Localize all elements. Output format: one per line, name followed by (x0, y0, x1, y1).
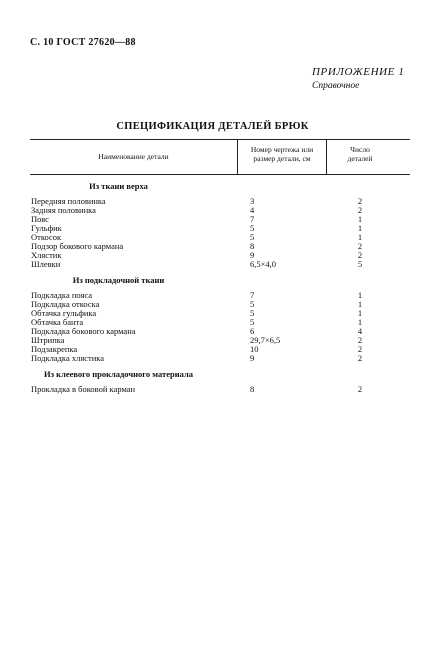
part-name: Пояс (31, 214, 49, 224)
part-count: 2 (357, 250, 363, 260)
part-name: Передняя половинка (31, 196, 106, 206)
table-row (0, 260, 425, 269)
table-column-divider (237, 139, 238, 174)
drawing-number: 7 (250, 214, 255, 224)
part-count: 2 (357, 196, 363, 206)
part-name: Задняя половинка (31, 205, 96, 215)
table-row (0, 385, 425, 394)
table-header-rule (30, 174, 410, 175)
column-header-drawing: Номер чертежа или размер детали, см (250, 145, 314, 163)
part-name: Подзакрепка (31, 344, 78, 354)
section-title: Из клеевого прокладочного материала (44, 369, 193, 379)
drawing-number: 5 (250, 232, 255, 242)
part-count: 2 (357, 384, 363, 394)
part-name: Подзор бокового кармана (31, 241, 124, 251)
part-count: 2 (357, 335, 363, 345)
column-header-count: Число деталей (347, 145, 373, 163)
part-count: 2 (357, 344, 363, 354)
table-row (0, 354, 425, 363)
part-count: 4 (357, 326, 363, 336)
drawing-number: 5 (250, 223, 255, 233)
part-count: 2 (357, 205, 363, 215)
drawing-number: 29,7×6,5 (250, 335, 281, 345)
part-count: 5 (357, 259, 363, 269)
drawing-number: 5 (250, 317, 255, 327)
part-count: 1 (357, 290, 363, 300)
part-name: Штрипка (31, 335, 65, 345)
drawing-number: 3 (250, 196, 255, 206)
drawing-number: 7 (250, 290, 255, 300)
part-name: Подкладка хлястика (31, 353, 105, 363)
part-name: Прокладка в боковой карман (31, 384, 136, 394)
drawing-number: 10 (250, 344, 259, 354)
part-count: 1 (357, 299, 363, 309)
section-title: Из подкладочной ткани (72, 275, 165, 285)
table-column-divider (326, 139, 327, 174)
part-name: Обтачка гульфика (31, 308, 97, 318)
drawing-number: 8 (250, 241, 255, 251)
part-name: Хлястик (31, 250, 62, 260)
drawing-number: 9 (250, 353, 255, 363)
column-header-name: Наименование детали (98, 152, 169, 161)
document-title: СПЕЦИФИКАЦИЯ ДЕТАЛЕЙ БРЮК (116, 121, 309, 132)
part-name: Откосок (31, 232, 62, 242)
part-count: 1 (357, 223, 363, 233)
part-name: Обтачка банта (31, 317, 84, 327)
drawing-number: 5 (250, 299, 255, 309)
part-count: 2 (357, 241, 363, 251)
part-name: Подкладка откоска (31, 299, 100, 309)
part-count: 1 (357, 308, 363, 318)
drawing-number: 9 (250, 250, 255, 260)
part-count: 1 (357, 317, 363, 327)
appendix-label: ПРИЛОЖЕНИЕ 1 (312, 66, 405, 78)
part-name: Шлевки (31, 259, 61, 269)
drawing-number: 6 (250, 326, 255, 336)
section-title: Из ткани верха (89, 181, 148, 191)
part-name: Подкладка бокового кармана (31, 326, 136, 336)
page-header: С. 10 ГОСТ 27620—88 (30, 37, 136, 48)
part-name: Гульфик (31, 223, 62, 233)
part-count: 1 (357, 232, 363, 242)
appendix-note: Справочное (312, 81, 360, 91)
drawing-number: 4 (250, 205, 255, 215)
part-count: 1 (357, 214, 363, 224)
part-count: 2 (357, 353, 363, 363)
table-top-rule (30, 139, 410, 140)
drawing-number: 6,5×4,0 (250, 259, 277, 269)
part-name: Подкладка пояса (31, 290, 93, 300)
drawing-number: 5 (250, 308, 255, 318)
drawing-number: 8 (250, 384, 255, 394)
